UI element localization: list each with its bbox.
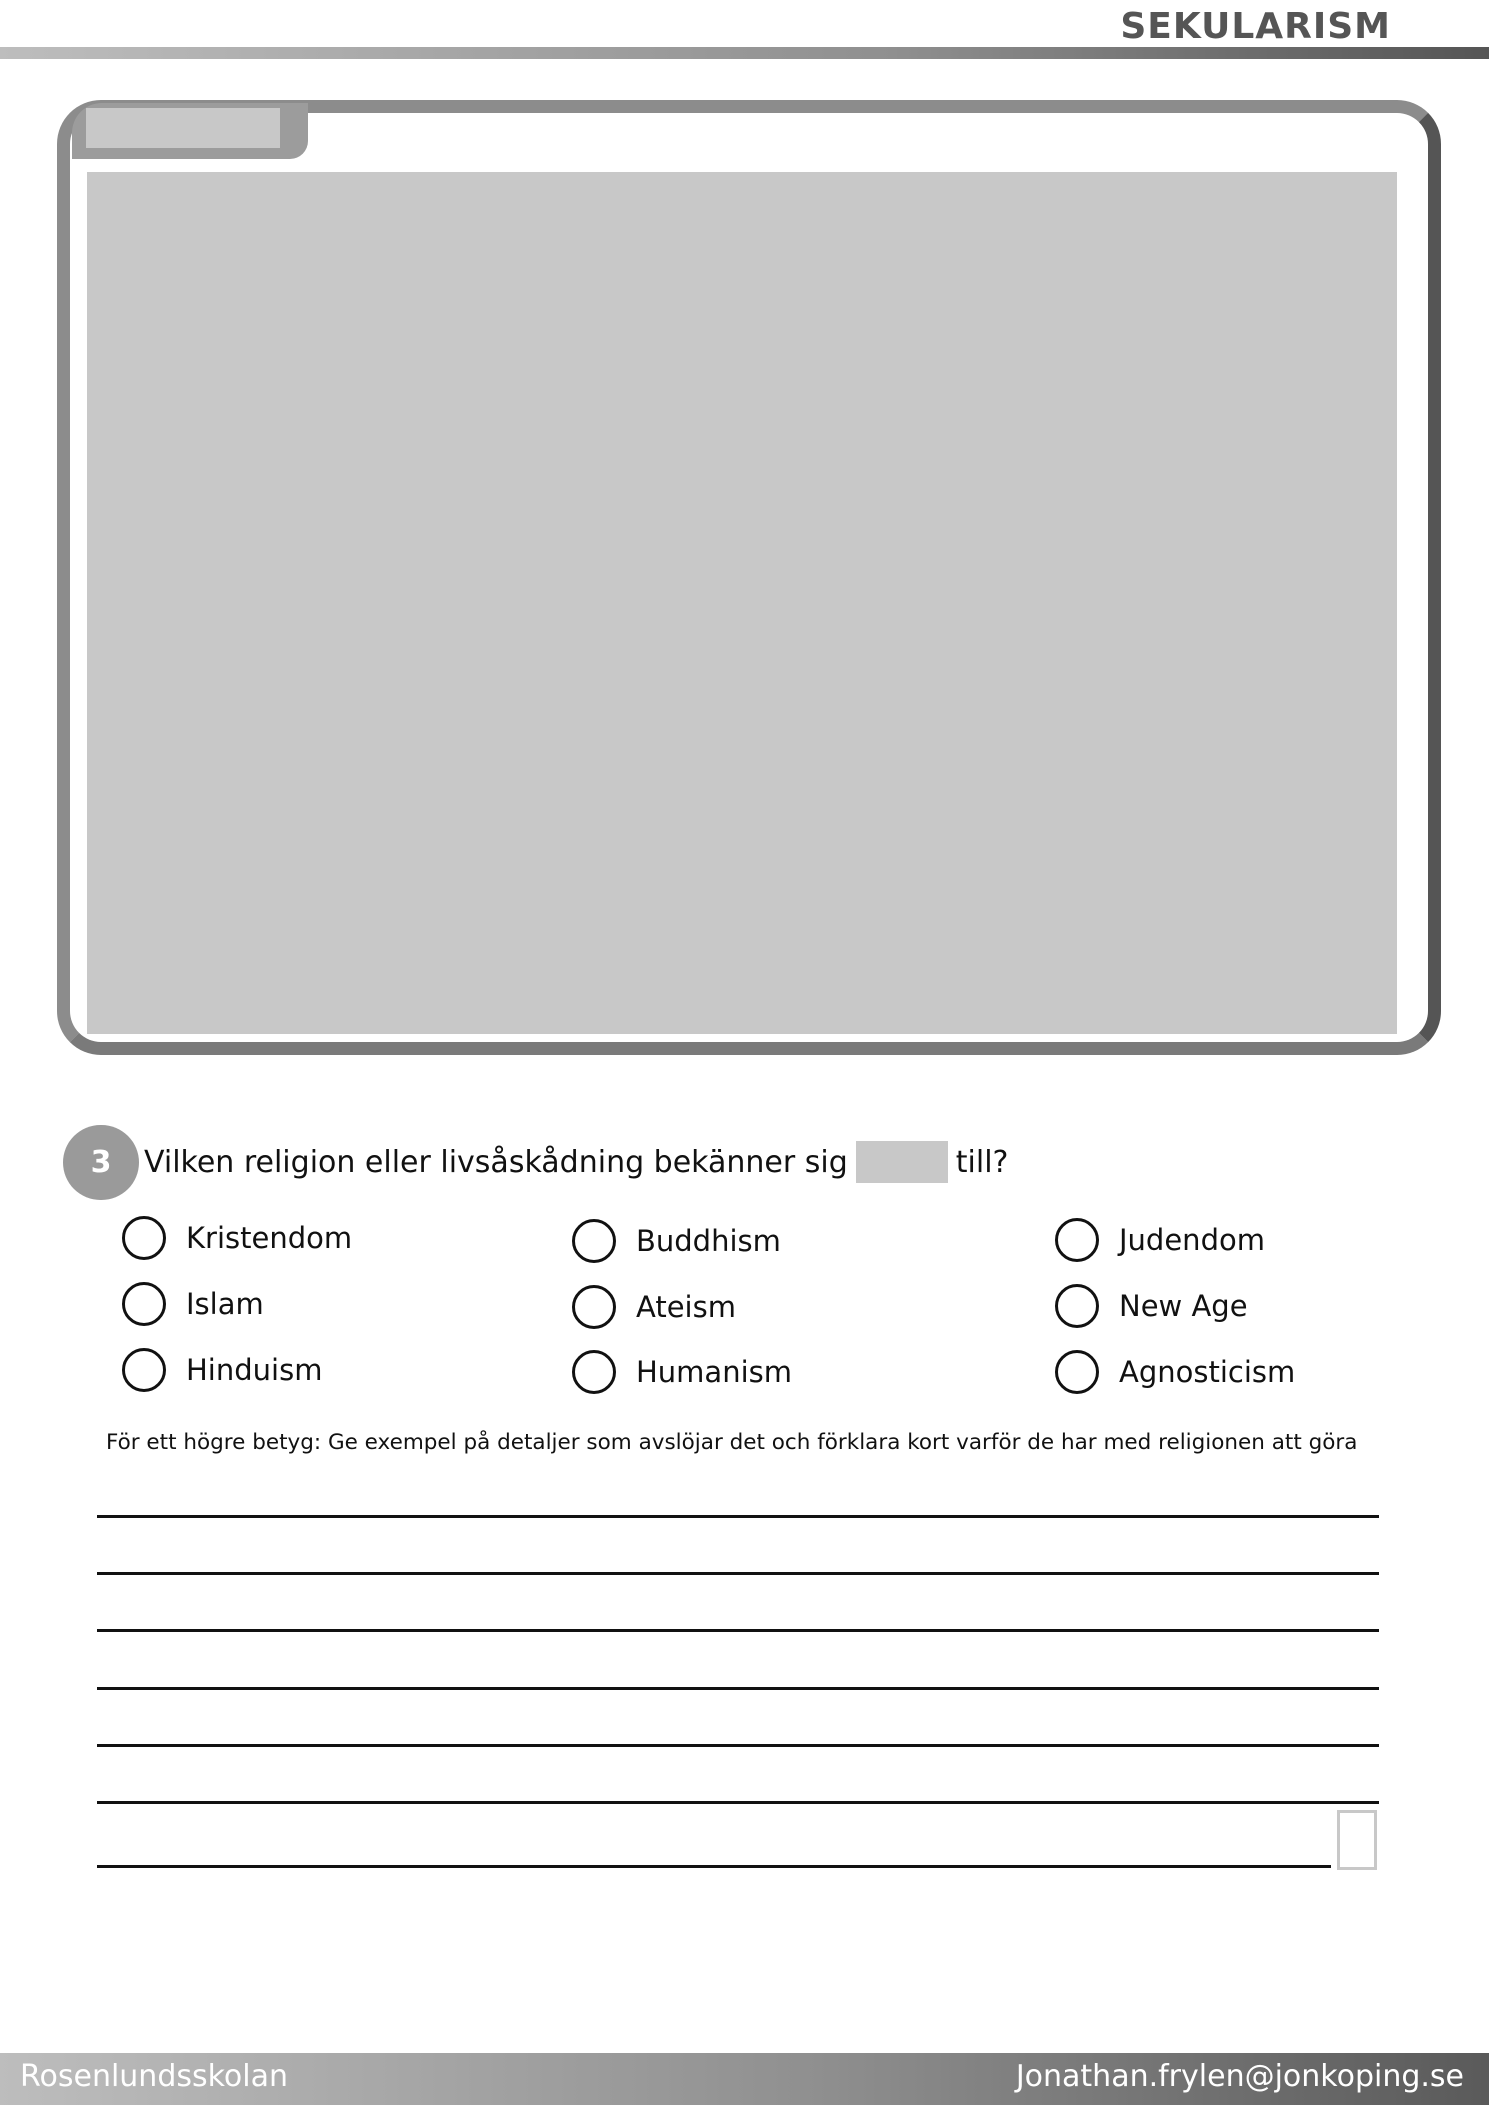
footer-email: Jonathan.frylen@jonkoping.se [1015,2059,1464,2094]
question-text-after: till? [955,1144,1009,1180]
option-islam[interactable] [122,1282,264,1326]
question-text-before: Vilken religion eller livsåskådning bekänner sig [144,1144,848,1180]
answer-line[interactable] [97,1744,1379,1747]
radio-circle-icon[interactable] [122,1216,166,1260]
option-hinduism[interactable] [122,1348,322,1392]
instruction-text: För ett högre betyg: Ge exempel på detaljer som avslöjar det och förklara kort varför de har med religionen att göra [106,1430,1358,1455]
option-label: Buddhism [636,1224,781,1258]
answer-line[interactable] [97,1572,1379,1575]
answer-line[interactable] [97,1801,1379,1804]
option-label: New Age [1119,1289,1248,1323]
option-label: Hinduism [186,1353,323,1387]
radio-circle-icon[interactable] [572,1219,616,1263]
header-rule [0,47,1489,59]
redacted-name [856,1141,948,1183]
option-label: Ateism [636,1290,736,1324]
answer-line[interactable] [97,1629,1379,1632]
page-title: SEKULARISM [1120,6,1391,47]
option-humanism[interactable] [572,1350,792,1394]
redacted-label [86,108,280,148]
footer-school: Rosenlundsskolan [20,2059,289,2094]
option-label: Kristendom [186,1221,353,1255]
radio-circle-icon[interactable] [572,1285,616,1329]
option-label: Agnosticism [1119,1355,1296,1389]
score-box[interactable] [1337,1810,1377,1870]
option-buddhism[interactable] [572,1219,781,1263]
option-kristendom[interactable] [122,1216,352,1260]
radio-circle-icon[interactable] [1055,1350,1099,1394]
option-agnosticism[interactable] [1055,1350,1295,1394]
option-label: Judendom [1119,1223,1265,1257]
option-label: Islam [186,1287,264,1321]
answer-line[interactable] [97,1515,1379,1518]
radio-circle-icon[interactable] [122,1348,166,1392]
option-label: Humanism [636,1355,793,1389]
radio-circle-icon[interactable] [572,1350,616,1394]
question-number-badge: 3 [63,1125,139,1200]
option-judendom[interactable] [1055,1218,1265,1262]
question-text [144,1140,1008,1184]
redacted-image [87,172,1397,1034]
radio-circle-icon[interactable] [122,1282,166,1326]
option-new-age[interactable] [1055,1284,1248,1328]
option-ateism[interactable] [572,1285,736,1329]
radio-circle-icon[interactable] [1055,1284,1099,1328]
answer-line[interactable] [97,1865,1331,1868]
answer-line[interactable] [97,1687,1379,1690]
radio-circle-icon[interactable] [1055,1218,1099,1262]
